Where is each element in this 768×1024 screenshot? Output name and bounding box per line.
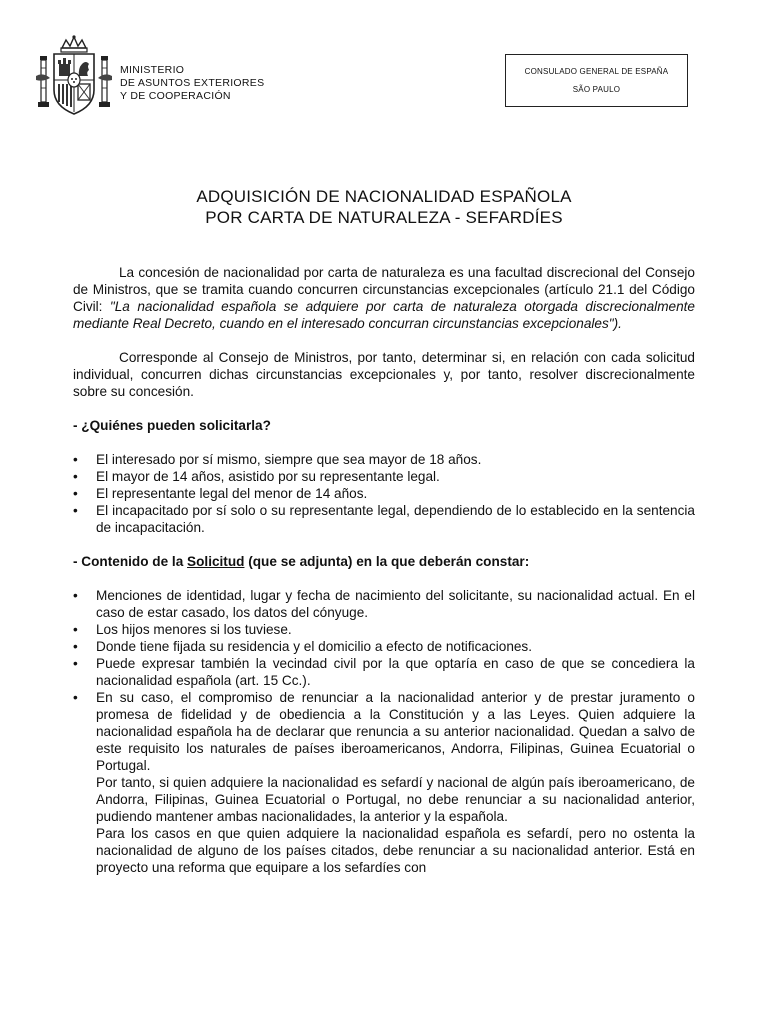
- solicitud-link[interactable]: Solicitud: [187, 554, 245, 569]
- renunciation-paragraph-1: En su caso, el compromiso de renunciar a la nacionalidad anterior y de prestar juramento o promesa de fidelidad y de obediencia a la Constitución y a las Leyes. Quien adquiere la nacionalidad española ha de declarar que renuncia a su anterior nacionalidad. Quedan a salvo de este requisito los naturales de países iberoamericanos, Andorra, Filipinas, Guinea Ecuatorial o Portugal.: [96, 690, 695, 773]
- list-item: [73, 502, 695, 536]
- civil-code-quote: "La nacionalidad española se adquiere por carta de naturaleza otorgada discrecionalmente mediante Real Decreto, cuando en el interesado concurran circunstancias excepcionales").: [73, 299, 695, 331]
- bullet: •: [73, 486, 78, 501]
- title-line-1: ADQUISICIÓN DE NACIONALIDAD ESPAÑOLA: [196, 187, 572, 206]
- consulate-box: [505, 54, 688, 107]
- application-content-list: [73, 587, 695, 876]
- list-item: [73, 621, 695, 638]
- list-item: [73, 468, 695, 485]
- list-item-text: El representante legal del menor de 14 años.: [96, 486, 368, 501]
- list-item-text: Menciones de identidad, lugar y fecha de nacimiento del solicitante, su nacionalidad actual. En el caso de estar casado, los datos del cónyuge.: [96, 588, 695, 620]
- ministry-line-2: DE ASUNTOS EXTERIORES: [120, 77, 265, 89]
- list-item: [73, 689, 695, 876]
- intro-paragraph-2: Corresponde al Consejo de Ministros, por tanto, determinar si, en relación con cada solicitud individual, concurren dichas circunstancias excepcionales y, por tanto, resolver discrecionalmente sobre su concesión.: [73, 350, 695, 399]
- renunciation-paragraph-3: Para los casos en que quien adquiere la nacionalidad española es sefardí, pero no ostenta la nacionalidad de alguno de los países citados, debe renunciar a su nacionalidad anterior. Está en proyecto una reforma que equipare a los sefardíes con: [96, 826, 695, 875]
- list-item-text: Los hijos menores si los tuviese.: [96, 622, 292, 637]
- title-line-2: POR CARTA DE NATURALEZA - SEFARDÍES: [205, 208, 563, 227]
- bullet: •: [73, 656, 78, 671]
- list-item: [73, 638, 695, 655]
- bullet: •: [73, 690, 78, 705]
- ministry-line-3: Y DE COOPERACIÓN: [120, 90, 231, 102]
- ministry-line-1: MINISTERIO: [120, 64, 185, 76]
- bullet: •: [73, 622, 78, 637]
- list-item: [73, 587, 695, 621]
- document-body: [73, 264, 695, 876]
- section-heading-content: [73, 553, 695, 570]
- eligible-applicants-list: [73, 451, 695, 536]
- document-title: [72, 186, 696, 228]
- bullet: •: [73, 503, 78, 518]
- list-item: [73, 451, 695, 468]
- ministry-name: [120, 64, 264, 103]
- section-heading-who: - ¿Quiénes pueden solicitarla?: [73, 418, 271, 433]
- spanish-coat-of-arms-icon: [34, 34, 114, 118]
- bullet: •: [73, 639, 78, 654]
- bullet: •: [73, 588, 78, 603]
- consulate-name: CONSULADO GENERAL DE ESPAÑA: [524, 67, 669, 76]
- list-item: [73, 485, 695, 502]
- heading-prefix: - Contenido de la: [73, 554, 188, 569]
- intro-text: La concesión de nacionalidad por carta de naturaleza es una facultad discrecional del Consejo de Ministros, que se tramita cuando concurren circunstancias excepcionales (artículo 21.1 del Código Civil:: [73, 265, 695, 314]
- list-item-text: Puede expresar también la vecindad civil por la que optaría en caso de que se concediera la nacionalidad española (art. 15 Cc.).: [96, 656, 695, 688]
- heading-suffix: (que se adjunta) en la que deberán constar:: [244, 554, 530, 569]
- list-item-text: Donde tiene fijada su residencia y el domicilio a efecto de notificaciones.: [96, 639, 533, 654]
- renunciation-paragraph-2: Por tanto, si quien adquiere la nacionalidad es sefardí y nacional de algún país iberoamericano, de Andorra, Filipinas, Guinea Ecuatorial o Portugal, no debe renunciar a su nacionalidad anterior, pudiendo mantener ambas nacionalidades, la anterior y la española.: [96, 775, 695, 824]
- list-item-text: El interesado por sí mismo, siempre que sea mayor de 18 años.: [96, 452, 482, 467]
- list-item-text: El incapacitado por sí solo o su representante legal, dependiendo de lo establecido en la sentencia de incapacitación.: [96, 503, 695, 535]
- bullet: •: [73, 469, 78, 484]
- intro-paragraph-1: [73, 264, 695, 332]
- consulate-city: SÃO PAULO: [572, 85, 621, 94]
- list-item-text: El mayor de 14 años, asistido por su representante legal.: [96, 469, 440, 484]
- bullet: •: [73, 452, 78, 467]
- list-item: [73, 655, 695, 689]
